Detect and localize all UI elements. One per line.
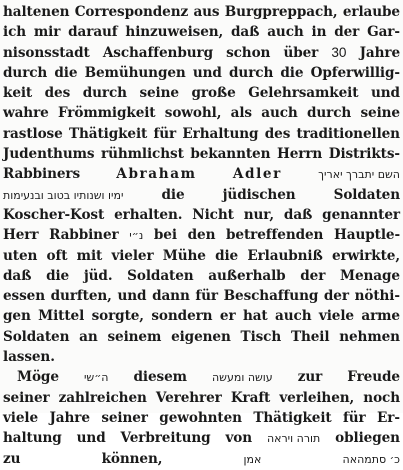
word: nöthi- <box>354 288 400 305</box>
word: viele <box>3 409 39 426</box>
word: der <box>334 24 360 41</box>
word: Frömmigkeit <box>58 105 156 122</box>
word: des <box>264 125 291 142</box>
word: wahre <box>3 105 49 122</box>
word: Mühe <box>162 247 206 264</box>
word: dann <box>152 288 190 305</box>
word: Adler <box>232 166 282 183</box>
word: nur, <box>243 206 275 223</box>
word: auch <box>275 308 312 325</box>
hebrew-phrase: תורה ויראה <box>266 432 321 446</box>
word: Verehrer <box>155 389 222 406</box>
word: schon <box>226 44 271 61</box>
word: aus <box>193 4 220 20</box>
word: essen <box>3 288 45 305</box>
word: durch <box>3 64 48 81</box>
word: daß <box>283 206 313 223</box>
word: Opferwillig- <box>310 64 400 81</box>
word: rühmlichst <box>101 146 184 163</box>
hebrew-phrase: ה״שי <box>83 371 109 385</box>
word: erwirkte, <box>331 247 400 264</box>
word: als <box>230 105 252 122</box>
word: jüd. <box>83 267 113 284</box>
word: des <box>44 85 71 102</box>
word: Kraft <box>230 389 271 406</box>
word: für <box>195 288 218 305</box>
word: Thätigkeit <box>68 125 148 142</box>
word: sowohl, <box>164 105 222 122</box>
word: Nicht <box>192 206 234 223</box>
word: sondern <box>151 308 213 325</box>
word: seiner <box>101 409 148 426</box>
word: obliegen <box>335 430 400 447</box>
text-line <box>3 2 400 22</box>
word: noch <box>363 389 400 406</box>
text-line <box>3 327 400 347</box>
text-line <box>3 347 400 367</box>
hebrew-phrase: עושה ומעשה <box>212 371 273 385</box>
word: die <box>280 64 304 81</box>
text-line <box>3 103 400 123</box>
text-line <box>3 306 400 326</box>
text-line <box>3 22 400 42</box>
word: Er- <box>377 409 400 426</box>
word: Abraham <box>116 166 197 183</box>
word: oft <box>46 247 68 264</box>
word: 30 <box>331 44 347 60</box>
word: traditionellen <box>296 125 400 142</box>
word: Beschaffung <box>223 288 319 305</box>
word: jüdischen <box>222 186 296 203</box>
word: der <box>300 267 326 284</box>
word: Tisch <box>240 328 282 345</box>
word: außerhalb <box>208 267 286 284</box>
word: Menage <box>340 267 400 284</box>
text-line <box>3 63 400 83</box>
word: er <box>219 308 236 325</box>
word: Gar- <box>367 24 400 41</box>
word: auch <box>267 24 304 41</box>
signature: כ׳ סתמהאה <box>342 452 400 466</box>
word: Mittel <box>38 308 85 325</box>
word: Gelehrsamkeit <box>248 85 359 102</box>
text-line <box>3 185 400 205</box>
word: erlaube <box>342 4 400 20</box>
text-line <box>3 408 400 428</box>
word: genannter <box>322 206 400 223</box>
word: Distrikts- <box>328 146 400 163</box>
word: Koscher-Kost <box>3 206 105 223</box>
word: die <box>46 267 70 284</box>
word: der <box>323 288 349 305</box>
word: durch <box>229 64 274 81</box>
text-line <box>3 286 400 306</box>
word: von <box>225 430 253 447</box>
hebrew-phrase: ימיו ושנותיו בטוב ובנעימות <box>3 188 124 202</box>
text-line <box>3 246 400 266</box>
word: gen <box>3 308 31 325</box>
word: hat <box>242 308 268 325</box>
word: daß <box>231 24 260 41</box>
word: diesem <box>133 369 187 386</box>
word: rastlose <box>3 125 63 142</box>
word: nehmen <box>339 328 400 345</box>
word: seinem <box>107 328 162 345</box>
text-line <box>3 43 400 63</box>
word: erhalten. <box>114 206 183 223</box>
word: zu <box>3 450 21 467</box>
word: Soldaten <box>127 267 194 284</box>
word: Erhaltung <box>182 125 259 142</box>
word: Verbreitung <box>120 430 211 447</box>
word: und <box>192 64 222 81</box>
word: Thätigkeit <box>253 409 332 426</box>
word: große <box>191 85 236 102</box>
word: können, <box>101 450 163 467</box>
word: darauf <box>68 24 118 41</box>
word: betreffenden <box>226 227 324 244</box>
word: Jahre <box>49 409 90 426</box>
word: bei <box>153 227 177 244</box>
word: in <box>311 24 327 41</box>
word: und <box>370 85 400 102</box>
word: haltenen <box>3 4 70 20</box>
word: bekannten <box>190 146 271 163</box>
text-line <box>3 225 400 245</box>
word: Soldaten <box>3 328 70 345</box>
word: eigenen <box>171 328 231 345</box>
word: Correspondenz <box>74 4 189 20</box>
text-line <box>3 388 400 408</box>
text-line <box>3 83 400 103</box>
word: die <box>161 186 185 203</box>
word: verleihen, <box>279 389 355 406</box>
word: seine <box>360 105 400 122</box>
word: an <box>79 328 98 345</box>
word: nisonsstadt <box>3 44 90 61</box>
word: Hauptle- <box>334 227 400 244</box>
word: hinzuweisen, <box>125 24 224 41</box>
word: Möge <box>17 369 59 386</box>
word: zur <box>297 369 323 386</box>
word: Soldaten <box>333 186 400 203</box>
word: viele <box>318 308 354 325</box>
word: Rabbiner <box>49 227 119 244</box>
hebrew-phrase: השם יתברך יאריך <box>318 168 400 182</box>
word: Rabbiners <box>3 166 81 183</box>
word: Freude <box>347 369 400 386</box>
word: Herrn <box>276 146 323 163</box>
word: Aschaffenburg <box>102 44 213 61</box>
text-line <box>3 428 400 448</box>
word: durch <box>306 105 352 122</box>
word: Jahre <box>359 44 400 61</box>
word: Herr <box>3 227 39 244</box>
word: keit <box>3 85 33 102</box>
text-line <box>3 164 400 184</box>
word: Bemühungen <box>84 64 186 81</box>
word: auch <box>261 105 298 122</box>
word: lassen. <box>3 349 55 366</box>
text-line <box>3 144 400 164</box>
word: für <box>153 125 177 142</box>
word: mir <box>33 24 61 41</box>
word: vieler <box>111 247 154 264</box>
word: arme <box>361 308 400 325</box>
word: Erlaubniß <box>247 247 323 264</box>
text-line <box>3 266 400 286</box>
word: Theil <box>290 328 330 345</box>
word: ich <box>3 24 27 41</box>
word: gewohnten <box>159 409 242 426</box>
hebrew-phrase: נ״י <box>129 229 144 243</box>
word: uten <box>3 247 38 264</box>
text-line <box>3 367 400 387</box>
text-line <box>3 124 400 144</box>
article-text <box>3 2 400 469</box>
word: über <box>283 44 319 61</box>
word: und <box>117 288 147 305</box>
word: durch <box>82 85 127 102</box>
word: haltung <box>3 430 62 447</box>
text-line <box>3 205 400 225</box>
word: und <box>76 430 106 447</box>
word: zahlreichen <box>58 389 147 406</box>
text-line <box>3 449 400 469</box>
word: seiner <box>3 389 50 406</box>
word: den <box>187 227 216 244</box>
word: daß <box>3 267 32 284</box>
word: seine <box>139 85 179 102</box>
word: die <box>54 64 78 81</box>
word: mit <box>76 247 103 264</box>
word: die <box>215 247 239 264</box>
word: für <box>343 409 366 426</box>
word: sorgte, <box>91 308 144 325</box>
word: durften, <box>50 288 112 305</box>
word: Burgpreppach, <box>224 4 338 20</box>
word: Judenthums <box>3 146 95 163</box>
hebrew-phrase: אמן <box>243 452 262 466</box>
